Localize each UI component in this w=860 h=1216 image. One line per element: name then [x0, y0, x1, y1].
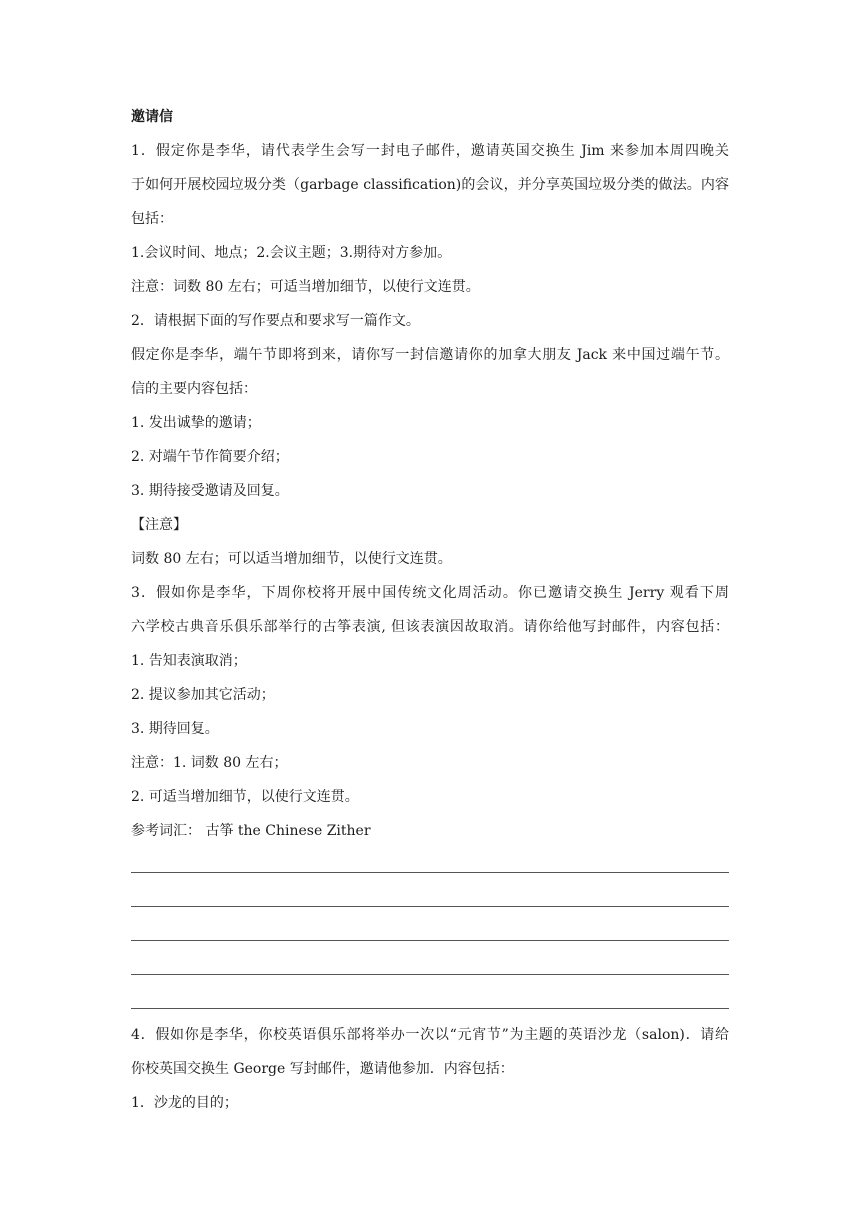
text-line: 3．假如你是李华，下周你校将开展中国传统文化周活动。你已邀请交换生 Jerry 观看下周 — [131, 585, 729, 601]
answer-line[interactable] — [131, 916, 729, 950]
text-line: 1．假定你是李华，请代表学生会写一封电子邮件，邀请英国交换生 Jim 来参加本周四晚关 — [131, 143, 729, 159]
text-line: 2. 可适当增加细节，以使行文连贯。 — [131, 789, 359, 805]
question-4 — [131, 1018, 729, 1120]
text-line: 于如何开展校园垃圾分类（garbage classification)的会议，并分享英国垃圾分类的做法。内容 — [131, 177, 729, 193]
text-line: 3. 期待回复。 — [131, 721, 219, 737]
text-line: 2. 对端午节作简要介绍； — [131, 449, 289, 465]
text-line: 2．请根据下面的写作要点和要求写一篇作文。 — [131, 313, 420, 329]
text-line: 1. 发出诚挚的邀请； — [131, 415, 261, 431]
answer-writing-lines — [131, 848, 729, 1018]
text-line: 2. 提议参加其它活动； — [131, 687, 275, 703]
text-line: 【注意】 — [131, 517, 187, 533]
text-line: 六学校古典音乐俱乐部举行的古筝表演, 但该表演因故取消。请你给他写封邮件，内容包括： — [131, 619, 729, 635]
document-content — [131, 100, 729, 1120]
text-line: 3. 期待接受邀请及回复。 — [131, 483, 289, 499]
text-line: 词数 80 左右；可以适当增加细节，以使行文连贯。 — [131, 551, 452, 567]
answer-line[interactable] — [131, 848, 729, 882]
questions-1-to-3 — [131, 134, 729, 848]
text-line: 1．沙龙的目的； — [131, 1095, 238, 1111]
text-line: 参考词汇： 古筝 the Chinese Zither — [131, 823, 371, 839]
answer-line[interactable] — [131, 984, 729, 1018]
text-line: 假定你是李华，端午节即将到来，请你写一封信邀请你的加拿大朋友 Jack 来中国过端午节。 — [131, 347, 729, 363]
answer-line[interactable] — [131, 950, 729, 984]
text-line: 1. 告知表演取消； — [131, 653, 247, 669]
text-line: 你校英国交换生 George 写封邮件，邀请他参加．内容包括： — [131, 1061, 514, 1077]
answer-line[interactable] — [131, 882, 729, 916]
text-line: 1.会议时间、地点；2.会议主题；3.期待对方参加。 — [131, 245, 452, 261]
text-line: 注意：1. 词数 80 左右； — [131, 755, 288, 771]
text-line: 包括： — [131, 211, 173, 227]
document-title: 邀请信 — [131, 109, 173, 125]
text-line: 4．假如你是李华，你校英语俱乐部将举办一次以“元宵节”为主题的英语沙龙（salon)．请给 — [131, 1027, 729, 1043]
text-line: 信的主要内容包括： — [131, 381, 257, 397]
text-line: 注意：词数 80 左右；可适当增加细节，以使行文连贯。 — [131, 279, 480, 295]
